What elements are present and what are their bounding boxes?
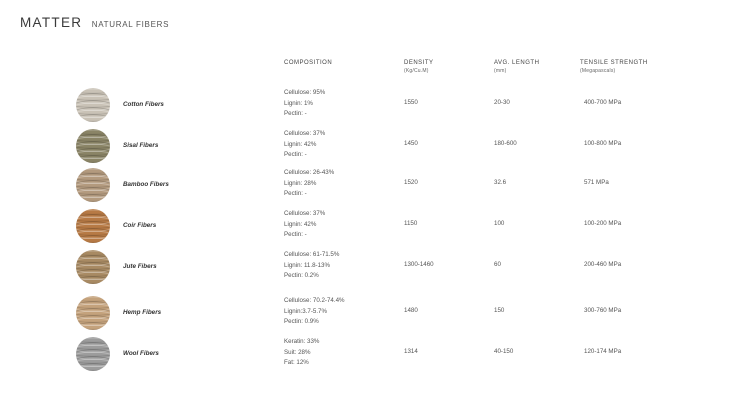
wool-fiber-image bbox=[76, 337, 110, 371]
composition-line: Pectin: - bbox=[284, 190, 307, 197]
column-unit: (Megapascals) bbox=[580, 68, 616, 74]
length-cell: 180-600 bbox=[494, 140, 517, 147]
page-title bbox=[20, 14, 169, 32]
column-header-length bbox=[494, 59, 539, 75]
composition-line: Pectin: - bbox=[284, 110, 307, 117]
column-unit: (mm) bbox=[494, 68, 507, 74]
composition-line: Cellulose: 37% bbox=[284, 130, 326, 137]
fiber-name: Coir Fibers bbox=[123, 222, 157, 229]
composition-cell bbox=[284, 129, 325, 161]
tensile-cell: 100-200 MPa bbox=[584, 220, 622, 227]
length-cell: 40-150 bbox=[494, 348, 514, 355]
composition-cell bbox=[284, 209, 325, 241]
fiber-name: Wool Fibers bbox=[123, 350, 159, 357]
composition-line: Lignin: 28% bbox=[284, 179, 317, 187]
density-cell: 1550 bbox=[404, 99, 418, 106]
jute-fiber-image bbox=[76, 250, 110, 284]
column-label: COMPOSITION bbox=[284, 60, 333, 66]
column-label: AVG. LENGTH bbox=[494, 60, 540, 66]
composition-line: Pectin: - bbox=[284, 231, 307, 238]
composition-line: Cellulose: 70.2-74.4% bbox=[284, 297, 345, 304]
composition-line: Cellulose: 95% bbox=[284, 89, 326, 96]
cotton-fiber-image bbox=[76, 88, 110, 122]
tensile-cell: 200-460 MPa bbox=[584, 261, 622, 268]
composition-cell bbox=[284, 337, 319, 369]
composition-line: Lignin: 1% bbox=[284, 99, 313, 107]
column-header-tensile bbox=[580, 59, 648, 75]
bamboo-fiber-image bbox=[76, 168, 110, 202]
composition-line: Fat: 12% bbox=[284, 359, 309, 366]
column-label: TENSILE STRENGTH bbox=[580, 60, 648, 66]
density-cell: 1300-1460 bbox=[404, 261, 434, 268]
column-label: DENSITY bbox=[404, 60, 434, 66]
fiber-name: Hemp Fibers bbox=[123, 309, 162, 316]
composition-cell bbox=[284, 88, 325, 120]
composition-line: Lignin:3.7-5.7% bbox=[284, 307, 327, 315]
composition-line: Pectin: 0.9% bbox=[284, 318, 319, 325]
fiber-name: Bamboo Fibers bbox=[123, 181, 169, 188]
length-cell: 60 bbox=[494, 261, 501, 268]
tensile-cell: 571 MPa bbox=[584, 179, 609, 186]
composition-line: Pectin: - bbox=[284, 151, 307, 158]
density-cell: 1150 bbox=[404, 220, 418, 227]
composition-line: Lignin: 11.8-13% bbox=[284, 261, 330, 269]
column-header-density bbox=[404, 59, 434, 75]
tensile-cell: 400-700 MPa bbox=[584, 99, 622, 106]
length-cell: 100 bbox=[494, 220, 505, 227]
coir-fiber-image bbox=[76, 209, 110, 243]
composition-line: Suit: 28% bbox=[284, 348, 311, 356]
page-subtitle: NATURAL FIBERS bbox=[91, 20, 170, 29]
density-cell: 1520 bbox=[404, 179, 418, 186]
density-cell: 1450 bbox=[404, 140, 418, 147]
fiber-name: Sisal Fibers bbox=[123, 142, 159, 149]
composition-line: Lignin: 42% bbox=[284, 140, 317, 148]
composition-cell bbox=[284, 250, 339, 282]
length-cell: 20-30 bbox=[494, 99, 510, 106]
fiber-name: Cotton Fibers bbox=[123, 101, 164, 108]
composition-cell bbox=[284, 168, 334, 200]
tensile-cell: 300-760 MPa bbox=[584, 307, 622, 314]
composition-line: Lignin: 42% bbox=[284, 220, 317, 228]
composition-line: Pectin: 0.2% bbox=[284, 272, 319, 279]
column-unit: (Kg/Cu.M) bbox=[404, 68, 429, 74]
density-cell: 1480 bbox=[404, 307, 418, 314]
column-header-composition bbox=[284, 59, 332, 67]
tensile-cell: 100-800 MPa bbox=[584, 140, 622, 147]
tensile-cell: 120-174 MPa bbox=[584, 348, 622, 355]
length-cell: 32.6 bbox=[494, 179, 507, 186]
composition-cell bbox=[284, 296, 345, 328]
density-cell: 1314 bbox=[404, 348, 418, 355]
hemp-fiber-image bbox=[76, 296, 110, 330]
composition-line: Keratin: 33% bbox=[284, 338, 320, 345]
length-cell: 150 bbox=[494, 307, 505, 314]
composition-line: Cellulose: 26-43% bbox=[284, 169, 335, 176]
composition-line: Cellulose: 61-71.5% bbox=[284, 251, 340, 258]
brand-title: MATTER bbox=[20, 15, 83, 30]
sisal-fiber-image bbox=[76, 129, 110, 163]
fiber-name: Jute Fibers bbox=[123, 263, 157, 270]
composition-line: Cellulose: 37% bbox=[284, 210, 326, 217]
